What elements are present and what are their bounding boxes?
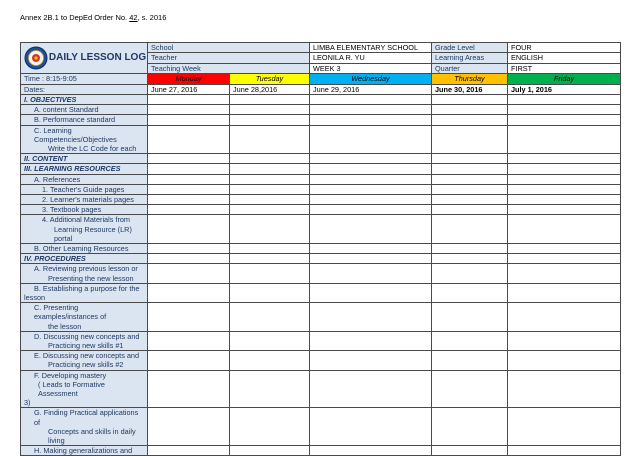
- row-label-line: Presenting the new lesson: [48, 273, 134, 283]
- table-row: [21, 264, 621, 283]
- table-row: [21, 184, 621, 194]
- annex-number: 42: [129, 13, 138, 22]
- section-heading: [21, 94, 148, 104]
- table-row: [21, 194, 621, 204]
- day-entry-cell[interactable]: [230, 184, 310, 194]
- table-row: [21, 205, 621, 215]
- day-entry-cell[interactable]: [310, 105, 432, 115]
- quarter-label: Quarter: [432, 63, 508, 73]
- annex-prefix: Annex 2B.1 to DepEd Order No.: [20, 13, 128, 22]
- day-entry-cell[interactable]: [432, 351, 508, 370]
- day-entry-cell[interactable]: [310, 205, 432, 215]
- day-entry-cell[interactable]: [310, 283, 432, 302]
- row-label-line: A. References: [34, 174, 81, 184]
- day-entry-cell[interactable]: [148, 215, 230, 244]
- lesson-log-rows: [21, 94, 621, 456]
- table-row: [21, 154, 621, 164]
- day-entry-cell[interactable]: [148, 115, 230, 125]
- day-entry-cell[interactable]: [148, 331, 230, 350]
- row-label: [21, 125, 148, 154]
- day-entry-cell[interactable]: [508, 283, 621, 302]
- day-entry-cell[interactable]: [310, 215, 432, 244]
- day-entry-cell[interactable]: [148, 244, 230, 254]
- day-entry-cell[interactable]: [432, 370, 508, 408]
- day-entry-cell[interactable]: [310, 408, 432, 446]
- day-entry-cell[interactable]: [148, 370, 230, 408]
- day-entry-cell[interactable]: [508, 370, 621, 408]
- day-entry-cell[interactable]: [230, 215, 310, 244]
- day-entry-cell[interactable]: [148, 194, 230, 204]
- row-label: [21, 174, 148, 184]
- row-label-line: Practicing new skills #2: [48, 360, 124, 370]
- section-heading: [21, 254, 148, 264]
- table-row: [21, 370, 621, 408]
- teaching-week-value: WEEK 3: [310, 63, 432, 73]
- day-entry-cell[interactable]: [310, 154, 432, 164]
- day-entry-cell[interactable]: [432, 205, 508, 215]
- row-label: [21, 303, 148, 332]
- dll-title: DAILY LESSON LOG: [48, 52, 147, 64]
- day-entry-cell[interactable]: [508, 184, 621, 194]
- day-entry-cell[interactable]: [508, 115, 621, 125]
- day-entry-cell[interactable]: [432, 215, 508, 244]
- table-row: [21, 125, 621, 154]
- day-entry-cell[interactable]: [148, 264, 230, 283]
- day-thursday: Thursday: [432, 74, 508, 84]
- row-label-line: A. Reviewing previous lesson or: [34, 264, 138, 274]
- day-entry-cell[interactable]: [508, 446, 621, 456]
- day-entry-cell[interactable]: [230, 408, 310, 446]
- day-entry-cell[interactable]: [230, 446, 310, 456]
- row-label-line: H. Making generalizations and: [34, 446, 133, 456]
- day-entry-cell[interactable]: [148, 408, 230, 446]
- row-label-line: G. Finding Practical applications of: [34, 408, 139, 427]
- day-entry-cell[interactable]: [148, 205, 230, 215]
- day-entry-cell[interactable]: [432, 154, 508, 164]
- row-label: [21, 446, 148, 456]
- day-entry-cell[interactable]: [432, 303, 508, 332]
- table-row: [21, 115, 621, 125]
- quarter-value: FIRST: [508, 63, 621, 73]
- day-entry-cell[interactable]: [230, 194, 310, 204]
- row-label-line: Learning Resource (LR) portal: [54, 224, 132, 243]
- day-entry-cell[interactable]: [230, 331, 310, 350]
- table-row: [21, 283, 621, 302]
- row-label: [21, 215, 148, 244]
- day-entry-cell[interactable]: [432, 446, 508, 456]
- day-entry-cell[interactable]: [508, 351, 621, 370]
- day-entry-cell[interactable]: [432, 115, 508, 125]
- learning-areas-label: Learning Areas: [432, 53, 508, 63]
- grade-level-label: Grade Level: [432, 43, 508, 53]
- day-entry-cell[interactable]: [148, 94, 230, 104]
- day-entry-cell[interactable]: [310, 446, 432, 456]
- day-entry-cell[interactable]: [230, 164, 310, 174]
- teacher-value: LEONILA R. YU: [310, 53, 432, 63]
- table-row: [21, 254, 621, 264]
- day-entry-cell[interactable]: [310, 184, 432, 194]
- row-label-line: B. Performance standard: [34, 115, 116, 125]
- day-entry-cell[interactable]: [230, 115, 310, 125]
- row-label: [21, 244, 148, 254]
- day-entry-cell[interactable]: [148, 446, 230, 456]
- row-label: [21, 205, 148, 215]
- date-thursday: June 30, 2016: [432, 84, 508, 94]
- day-entry-cell[interactable]: [508, 125, 621, 154]
- row-label-line: lesson: [24, 293, 46, 303]
- day-entry-cell[interactable]: [230, 154, 310, 164]
- row-label: [21, 331, 148, 350]
- day-entry-cell[interactable]: [508, 244, 621, 254]
- day-entry-cell[interactable]: [310, 94, 432, 104]
- day-friday: Friday: [508, 74, 621, 84]
- day-entry-cell[interactable]: [508, 164, 621, 174]
- day-entry-cell[interactable]: [230, 105, 310, 115]
- day-entry-cell[interactable]: [148, 303, 230, 332]
- day-tuesday: Tuesday: [230, 74, 310, 84]
- day-entry-cell[interactable]: [310, 303, 432, 332]
- day-entry-cell[interactable]: [508, 105, 621, 115]
- day-entry-cell[interactable]: [432, 264, 508, 283]
- row-label-line: 1. Teacher's Guide pages: [42, 184, 125, 194]
- row-label-line: B. Other Learning Resources: [34, 244, 129, 253]
- row-label: [21, 264, 148, 283]
- day-entry-cell[interactable]: [230, 303, 310, 332]
- day-entry-cell[interactable]: [432, 164, 508, 174]
- row-label: [21, 370, 148, 408]
- table-row: [21, 174, 621, 184]
- row-label-line: 3. Textbook pages: [42, 205, 102, 215]
- day-entry-cell[interactable]: [432, 184, 508, 194]
- day-entry-cell[interactable]: [508, 264, 621, 283]
- row-label: [21, 184, 148, 194]
- day-entry-cell[interactable]: [508, 154, 621, 164]
- row-label-line: F. Developing mastery: [34, 370, 107, 380]
- row-label-line: Practicing new skills #1: [48, 341, 124, 351]
- day-entry-cell[interactable]: [432, 174, 508, 184]
- school-label: School: [148, 43, 310, 53]
- teaching-week-label: Teaching Week: [148, 63, 310, 73]
- day-entry-cell[interactable]: [148, 351, 230, 370]
- table-row: [21, 408, 621, 446]
- row-label-line: B. Establishing a purpose for the: [34, 283, 140, 293]
- row-label-line: A. content Standard: [34, 105, 99, 115]
- row-label: [21, 105, 148, 115]
- row-label-line: E. Discussing new concepts and: [34, 351, 140, 361]
- day-entry-cell[interactable]: [432, 254, 508, 264]
- day-entry-cell[interactable]: [432, 105, 508, 115]
- day-monday: Monday: [148, 74, 230, 84]
- day-entry-cell[interactable]: [508, 194, 621, 204]
- row-label-line: ( Leads to Formative Assessment: [38, 379, 105, 399]
- day-wednesday: Wednesday: [310, 74, 432, 84]
- day-entry-cell[interactable]: [432, 194, 508, 204]
- row-label: [21, 351, 148, 370]
- day-entry-cell[interactable]: [508, 254, 621, 264]
- learning-areas-value: ENGLISH: [508, 53, 621, 63]
- day-entry-cell[interactable]: [148, 164, 230, 174]
- row-label: [21, 194, 148, 204]
- day-entry-cell[interactable]: [310, 254, 432, 264]
- teacher-label: Teacher: [148, 53, 310, 63]
- table-row: [21, 215, 621, 244]
- table-row: [21, 105, 621, 115]
- date-tuesday: June 28,2016: [230, 84, 310, 94]
- date-wednesday: June 29, 2016: [310, 84, 432, 94]
- day-entry-cell[interactable]: [148, 174, 230, 184]
- day-entry-cell[interactable]: [310, 244, 432, 254]
- day-entry-cell[interactable]: [310, 264, 432, 283]
- day-entry-cell[interactable]: [508, 408, 621, 446]
- day-entry-cell[interactable]: [148, 125, 230, 154]
- day-entry-cell[interactable]: [230, 370, 310, 408]
- table-row: [21, 244, 621, 254]
- day-entry-cell[interactable]: [230, 254, 310, 264]
- day-entry-cell[interactable]: [230, 264, 310, 283]
- row-label-line: 2. Learner's materials pages: [42, 194, 134, 204]
- section-heading: [21, 154, 148, 164]
- day-entry-cell[interactable]: [508, 174, 621, 184]
- date-monday: June 27, 2016: [148, 84, 230, 94]
- day-entry-cell[interactable]: [508, 215, 621, 244]
- header-logo-cell: [21, 43, 148, 74]
- day-entry-cell[interactable]: [310, 115, 432, 125]
- day-entry-cell[interactable]: [148, 105, 230, 115]
- dates-label: Dates:: [21, 84, 148, 94]
- table-row: [21, 446, 621, 456]
- row-label-line: C. Learning Competencies/Objectives: [34, 125, 117, 144]
- day-entry-cell[interactable]: [310, 370, 432, 408]
- day-entry-cell[interactable]: [432, 94, 508, 104]
- day-entry-cell[interactable]: [148, 184, 230, 194]
- day-entry-cell[interactable]: [508, 94, 621, 104]
- row-label: [21, 283, 148, 302]
- row-label-line: D. Discussing new concepts and: [34, 331, 140, 341]
- day-entry-cell[interactable]: [148, 154, 230, 164]
- day-entry-cell[interactable]: [432, 331, 508, 350]
- day-entry-cell[interactable]: [310, 194, 432, 204]
- day-entry-cell[interactable]: [310, 331, 432, 350]
- day-entry-cell[interactable]: [432, 408, 508, 446]
- day-entry-cell[interactable]: [230, 94, 310, 104]
- row-label-line: 4. Additional Materials from: [42, 215, 131, 225]
- row-label: [21, 408, 148, 446]
- day-entry-cell[interactable]: [148, 283, 230, 302]
- day-entry-cell[interactable]: [432, 125, 508, 154]
- table-row: [21, 94, 621, 104]
- row-label-line: the lesson: [48, 321, 82, 331]
- daily-lesson-log-table: [20, 42, 621, 456]
- day-entry-cell[interactable]: [230, 174, 310, 184]
- day-entry-cell[interactable]: [230, 125, 310, 154]
- day-entry-cell[interactable]: [310, 125, 432, 154]
- row-label-line: III. LEARNING RESOURCES: [24, 164, 121, 174]
- date-friday: July 1, 2016: [508, 84, 621, 94]
- row-label-line: Concepts and skills in daily living: [48, 426, 136, 446]
- row-label-line: I. OBJECTIVES: [24, 94, 77, 104]
- deped-seal-icon: [24, 46, 48, 70]
- day-entry-cell[interactable]: [310, 174, 432, 184]
- day-entry-cell[interactable]: [230, 205, 310, 215]
- day-entry-cell[interactable]: [148, 254, 230, 264]
- row-label-line: IV. PROCEDURES: [24, 254, 86, 264]
- day-entry-cell[interactable]: [310, 164, 432, 174]
- school-value: LIMBA ELEMENTARY SCHOOL: [310, 43, 432, 53]
- day-entry-cell[interactable]: [230, 351, 310, 370]
- row-label: [21, 115, 148, 125]
- day-entry-cell[interactable]: [432, 283, 508, 302]
- table-row: [21, 331, 621, 350]
- day-entry-cell[interactable]: [230, 244, 310, 254]
- day-entry-cell[interactable]: [310, 351, 432, 370]
- row-label-line: C. Presenting examples/instances of: [34, 303, 107, 322]
- time-label: Time : 8:15-9:05: [21, 74, 148, 84]
- annex-suffix: , s. 2016: [137, 13, 167, 22]
- table-row: [21, 351, 621, 370]
- day-entry-cell[interactable]: [508, 205, 621, 215]
- section-heading: [21, 164, 148, 174]
- day-entry-cell[interactable]: [508, 331, 621, 350]
- row-label-line: 3): [24, 398, 31, 408]
- table-row: [21, 164, 621, 174]
- day-entry-cell[interactable]: [432, 244, 508, 254]
- table-row: [21, 303, 621, 332]
- day-entry-cell[interactable]: [508, 303, 621, 332]
- grade-level-value: FOUR: [508, 43, 621, 53]
- annex-reference: [20, 13, 166, 22]
- row-label-line: Write the LC Code for each: [48, 143, 137, 153]
- row-label-line: II. CONTENT: [24, 154, 68, 164]
- day-entry-cell[interactable]: [230, 283, 310, 302]
